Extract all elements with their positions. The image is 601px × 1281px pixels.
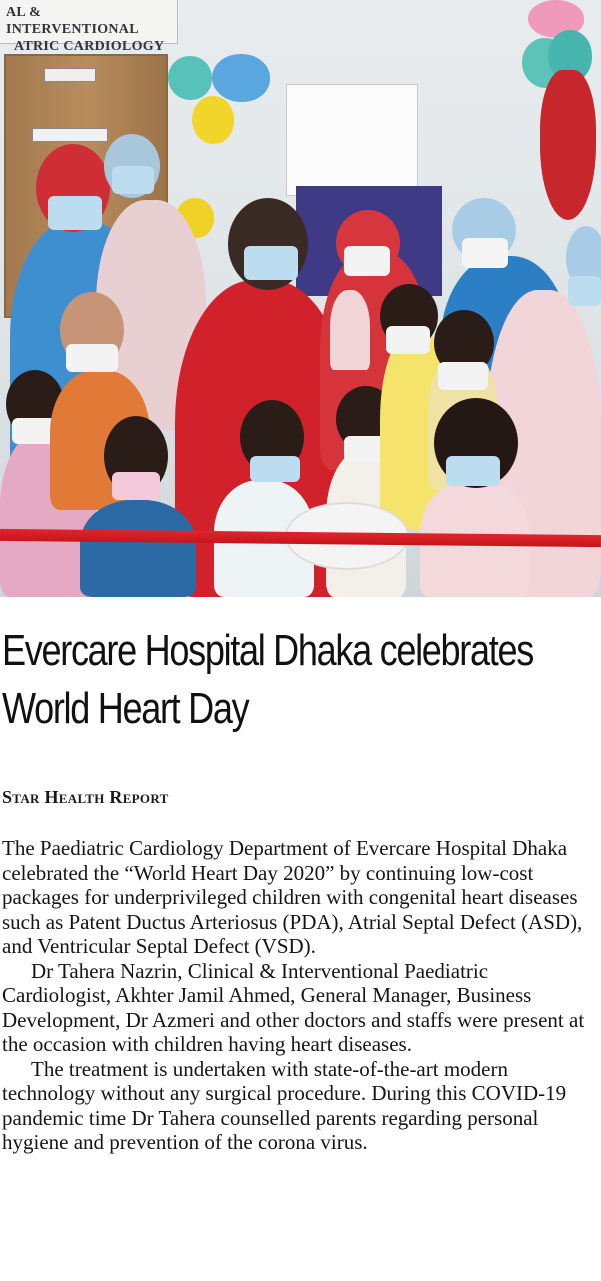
article-photo — [0, 0, 601, 597]
wall-sign — [0, 0, 178, 54]
article-body — [2, 836, 600, 1155]
door-name-plate — [32, 128, 108, 142]
balloon-yellow — [192, 96, 234, 144]
face-mask — [250, 456, 300, 482]
balloon-teal — [168, 56, 212, 100]
article-headline: Evercare Hospital Dhaka celebrates World Heart Day — [2, 626, 533, 733]
face-mask — [568, 276, 601, 306]
face-mask — [462, 238, 508, 268]
article-paragraph: The Paediatric Cardiology Department of Evercare Hospital Dhaka celebrated the “World Heart Day 2020” by continuing low-cost packages for underprivileged children with congenital heart diseases such as Patent Ductus Arteriosus (PDA), Atrial Septal Defect (ASD), and Ventricular Septal Defect (VSD). — [2, 836, 583, 958]
face-mask — [344, 246, 390, 276]
face-mask — [112, 166, 154, 194]
wall-sign-line-2: ATRIC CARDIOLOGY — [14, 39, 165, 54]
face-mask — [48, 196, 102, 230]
article-byline: Star Health Report — [2, 787, 169, 807]
person — [80, 500, 196, 597]
face-mask — [112, 472, 160, 500]
face-mask — [66, 344, 118, 372]
face-mask — [446, 456, 500, 486]
face-mask — [438, 362, 488, 390]
article-paragraph: Dr Tahera Nazrin, Clinical & Interventional Paediatric Cardiologist, Akhter Jamil Ahmed, General Manager, Business Development, Dr Azmeri and other doctors and staffs were present at the occasion with children having heart diseases. — [2, 958, 585, 1056]
face-mask — [386, 326, 430, 354]
door-room-plate — [44, 68, 96, 82]
face-mask — [244, 246, 298, 280]
wall-sign-line-1: AL & INTERVENTIONAL — [6, 5, 139, 37]
article-paragraph: The treatment is undertaken with state-of-the-art modern technology without any surgical procedure. During this COVID-19 pandemic time Dr Tahera counselled parents regarding personal hygiene and prevention of the corona virus. — [2, 1056, 567, 1154]
person — [330, 290, 370, 370]
balloon-blue — [212, 54, 270, 102]
